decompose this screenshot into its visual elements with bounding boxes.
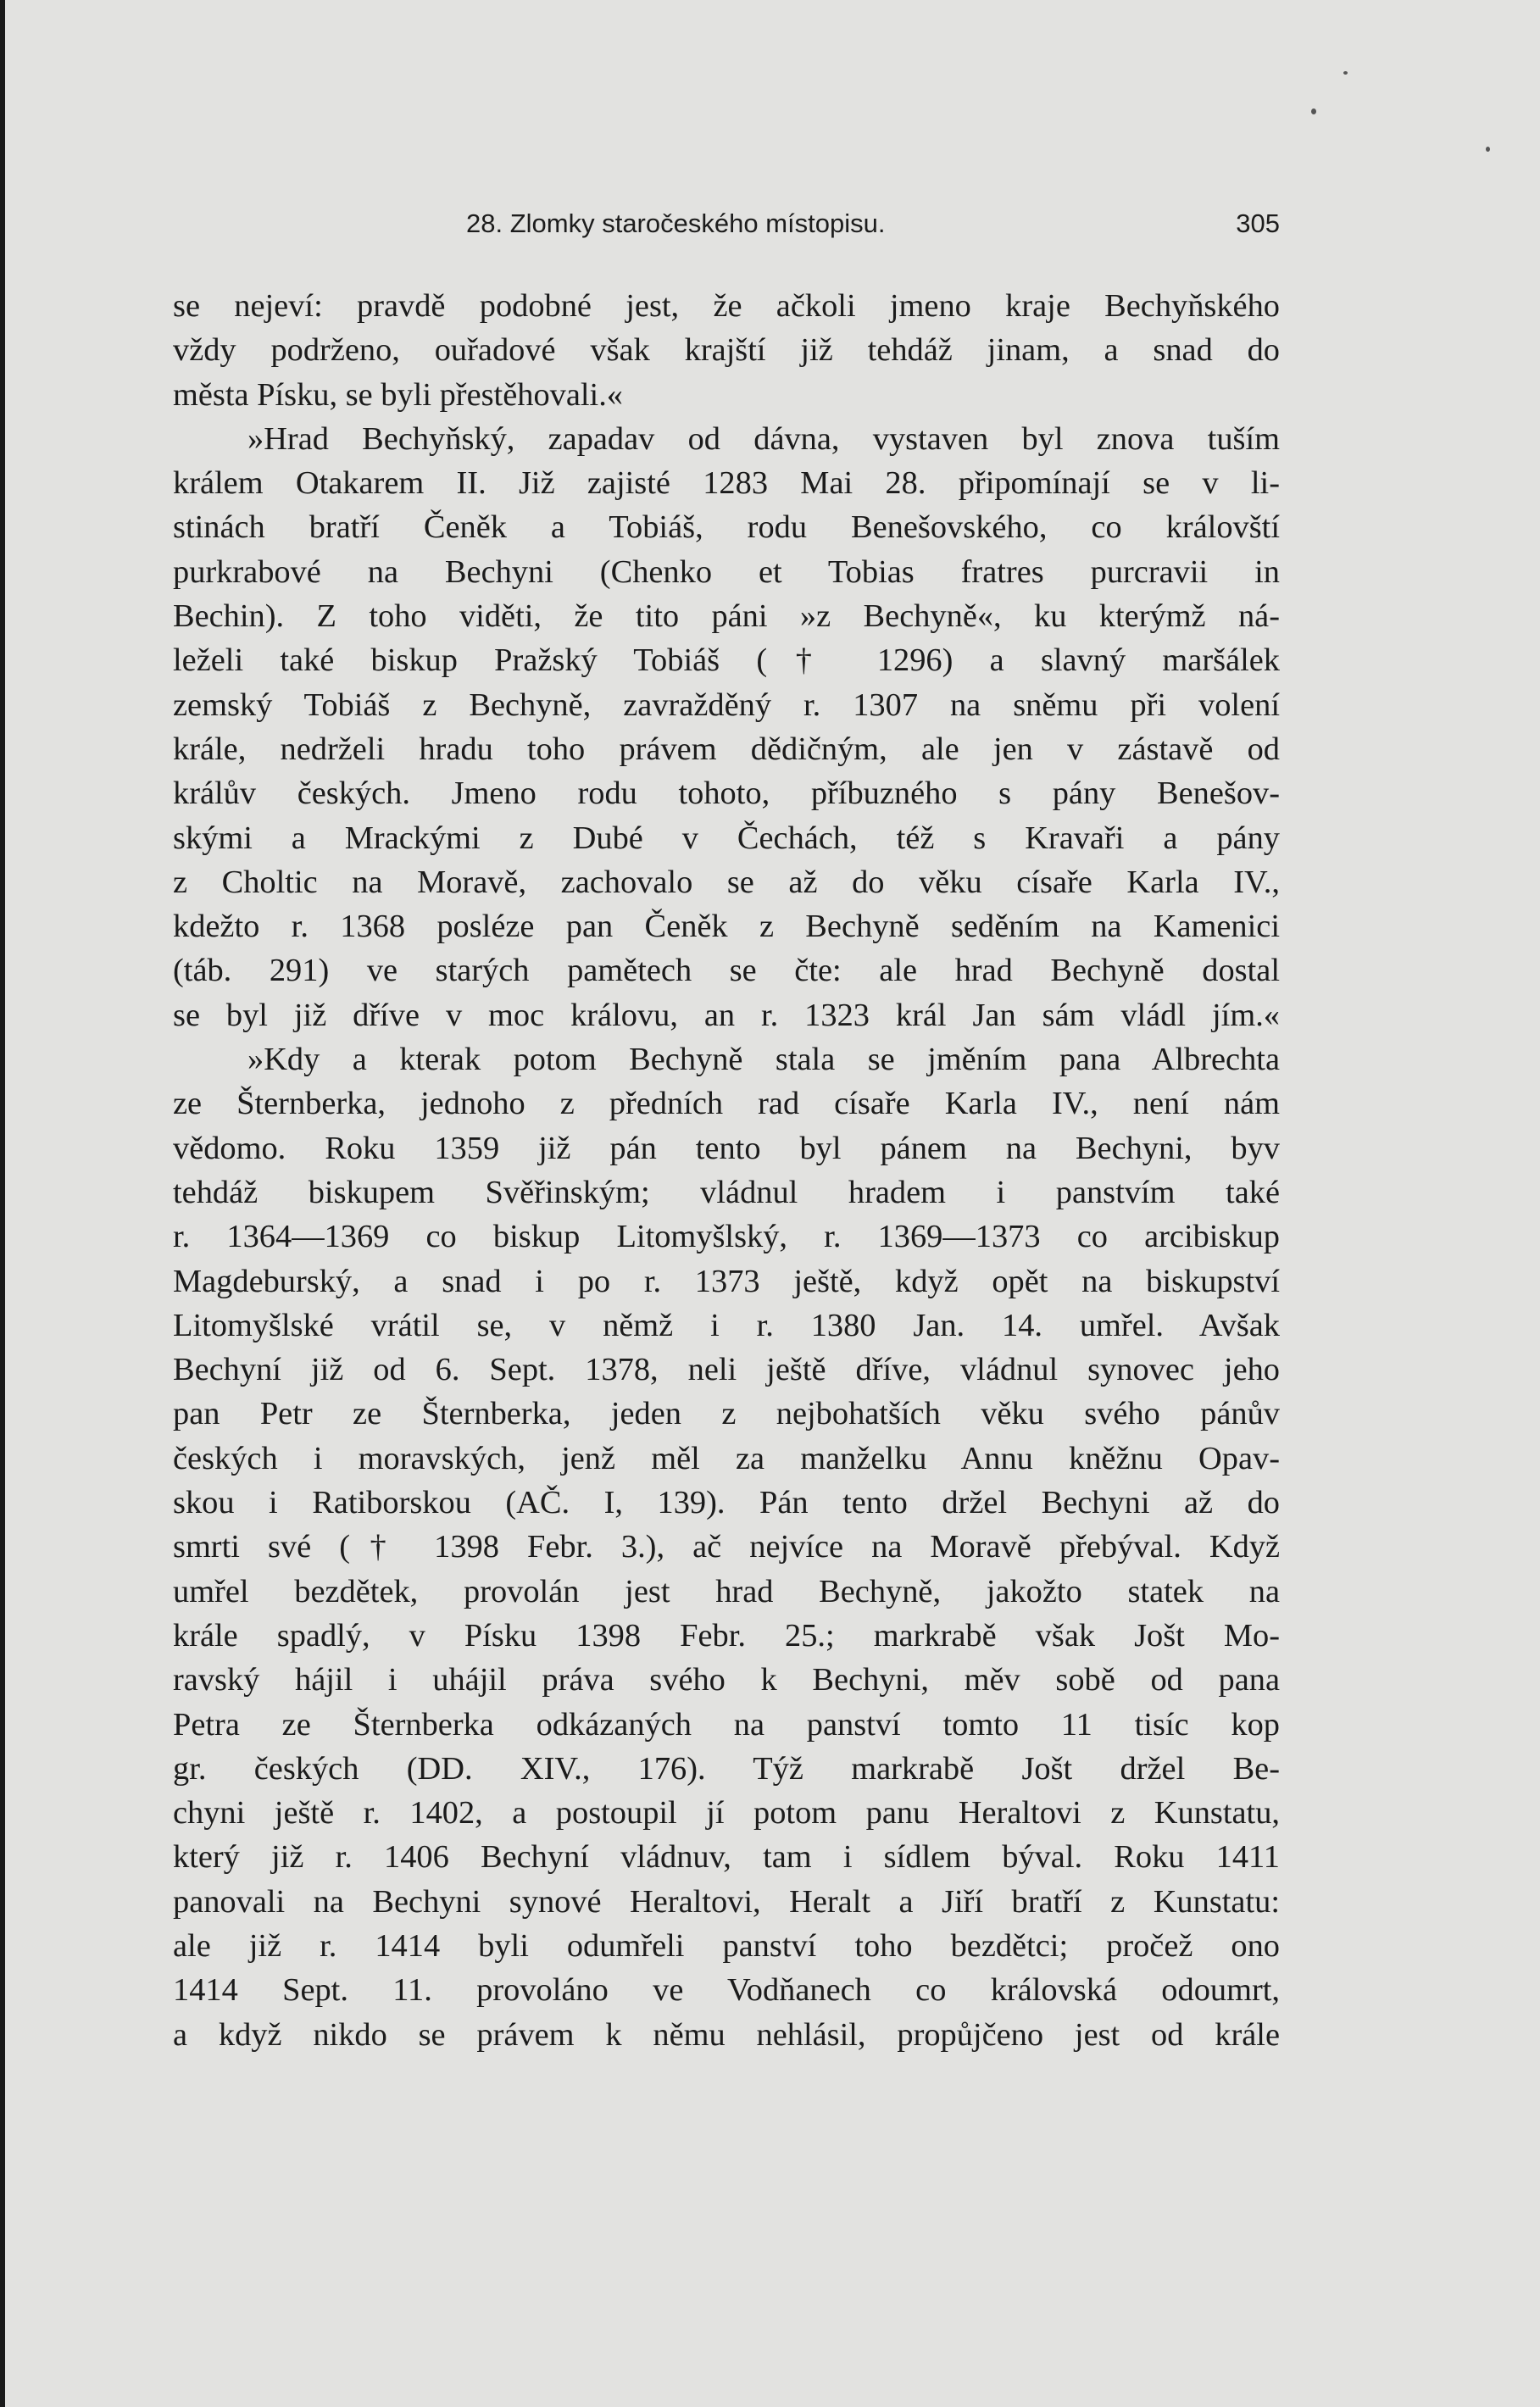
text-line: králův českých. Jmeno rodu tohoto, příbuzného s pány Benešov- [173, 775, 1280, 812]
text-line: gr. českých (DD. XIV., 176). Týž markrabě Jošt držel Be- [173, 1750, 1280, 1787]
scan-speck [1343, 71, 1348, 75]
text-line: umřel bezdětek, provolán jest hrad Bechyně, jakožto statek na [173, 1573, 1280, 1609]
text-line: smrti své († 1398 Febr. 3.), ač nejvíce na Moravě přebýval. Když [173, 1529, 1280, 1565]
text-line: (táb. 291) ve starých pamětech se čte: ale hrad Bechyně dostal [173, 953, 1280, 989]
text-line: Bechyní již od 6. Sept. 1378, neli ještě dříve, vládnul synovec jeho [173, 1352, 1280, 1388]
running-title: 28. Zlomky staročeského místopisu. [466, 208, 886, 238]
text-line: zemský Tobiáš z Bechyně, zavražděný r. 1307 na sněmu při volení [173, 687, 1280, 723]
text-line: vždy podrženo, ouřadové však krajští již tehdáž jinam, a snad do [173, 332, 1280, 369]
text-line: ravský hájil i uhájil práva svého k Bechyni, měv sobě od pana [173, 1662, 1280, 1698]
text-line: leželi také biskup Pražský Tobiáš († 1296) a slavný maršálek [173, 642, 1280, 679]
text-line: města Písku, se byli přestěhovali.« [173, 376, 624, 413]
text-line: a když nikdo se právem k němu nehlásil, propůjčeno jest od krále [173, 2016, 1280, 2053]
scan-speck [1311, 108, 1316, 114]
text-line: skou i Ratiborskou (AČ. I, 139). Pán tento držel Bechyni až do [173, 1485, 1280, 1521]
text-line: »Hrad Bechyňský, zapadav od dávna, vystaven byl znova tuším [247, 420, 1280, 457]
text-line: skými a Mrackými z Dubé v Čechách, též s Kravaři a pány [173, 820, 1280, 856]
text-line: který již r. 1406 Bechyní vládnuv, tam i sídlem býval. Roku 1411 [173, 1839, 1280, 1876]
text-line: krále, nedrželi hradu toho právem dědičným, ale jen v zástavě od [173, 731, 1280, 767]
text-line: kdežto r. 1368 posléze pan Čeněk z Bechyně seděním na Kamenici [173, 909, 1280, 945]
text-line: krále spadlý, v Písku 1398 Febr. 25.; markrabě však Jošt Mo- [173, 1617, 1280, 1654]
text-line: českých i moravských, jenž měl za manželku Annu kněžnu Opav- [173, 1440, 1280, 1476]
text-line: Litomyšlské vrátil se, v němž i r. 1380 Jan. 14. umřel. Avšak [173, 1307, 1280, 1343]
text-line: Bechin). Z toho viděti, že tito páni »z Bechyně«, ku kterýmž ná- [173, 598, 1280, 635]
body-text [173, 284, 1280, 2057]
text-line: vědomo. Roku 1359 již pán tento byl pánem na Bechyni, byv [173, 1130, 1280, 1166]
text-line: purkrabové na Bechyni (Chenko et Tobias fratres purcravii in [173, 553, 1280, 590]
text-line: panovali na Bechyni synové Heraltovi, Heralt a Jiří bratří z Kunstatu: [173, 1883, 1280, 1920]
text-line: z Choltic na Moravě, zachovalo se až do věku císaře Karla IV., [173, 864, 1280, 900]
page-number: 305 [1236, 208, 1280, 238]
text-line: tehdáž biskupem Svěřinským; vládnul hradem i panstvím také [173, 1174, 1280, 1210]
text-line: Magdeburský, a snad i po r. 1373 ještě, když opět na biskupství [173, 1263, 1280, 1299]
scan-left-edge [0, 0, 5, 2407]
text-line: pan Petr ze Šternberka, jeden z nejbohatších věku svého pánův [173, 1396, 1280, 1432]
text-line: ale již r. 1414 byli odumřeli panství toho bezdětci; pročež ono [173, 1927, 1280, 1964]
text-line: ze Šternberka, jednoho z předních rad císaře Karla IV., není nám [173, 1086, 1280, 1122]
text-line: stinách bratří Čeněk a Tobiáš, rodu Benešovského, co královští [173, 509, 1280, 546]
text-line: Petra ze Šternberka odkázaných na panství tomto 11 tisíc kop [173, 1706, 1280, 1743]
text-line: se byl již dříve v moc královu, an r. 1323 král Jan sám vládl jím.« [173, 997, 1280, 1033]
text-line: chyni ještě r. 1402, a postoupil jí potom panu Heraltovi z Kunstatu, [173, 1795, 1280, 1832]
text-line: králem Otakarem II. Již zajisté 1283 Mai 28. připomínají se v li- [173, 465, 1280, 502]
text-line: 1414 Sept. 11. provoláno ve Vodňanech co královská odoumrt, [173, 1972, 1280, 2009]
page-header [173, 208, 1280, 247]
scan-speck [1486, 147, 1490, 152]
text-line: r. 1364—1369 co biskup Litomyšlský, r. 1369—1373 co arcibiskup [173, 1219, 1280, 1255]
text-line: »Kdy a kterak potom Bechyně stala se jměním pana Albrechta [247, 1042, 1280, 1078]
text-line: se nejeví: pravdě podobné jest, že ačkoli jmeno kraje Bechyňského [173, 288, 1280, 324]
